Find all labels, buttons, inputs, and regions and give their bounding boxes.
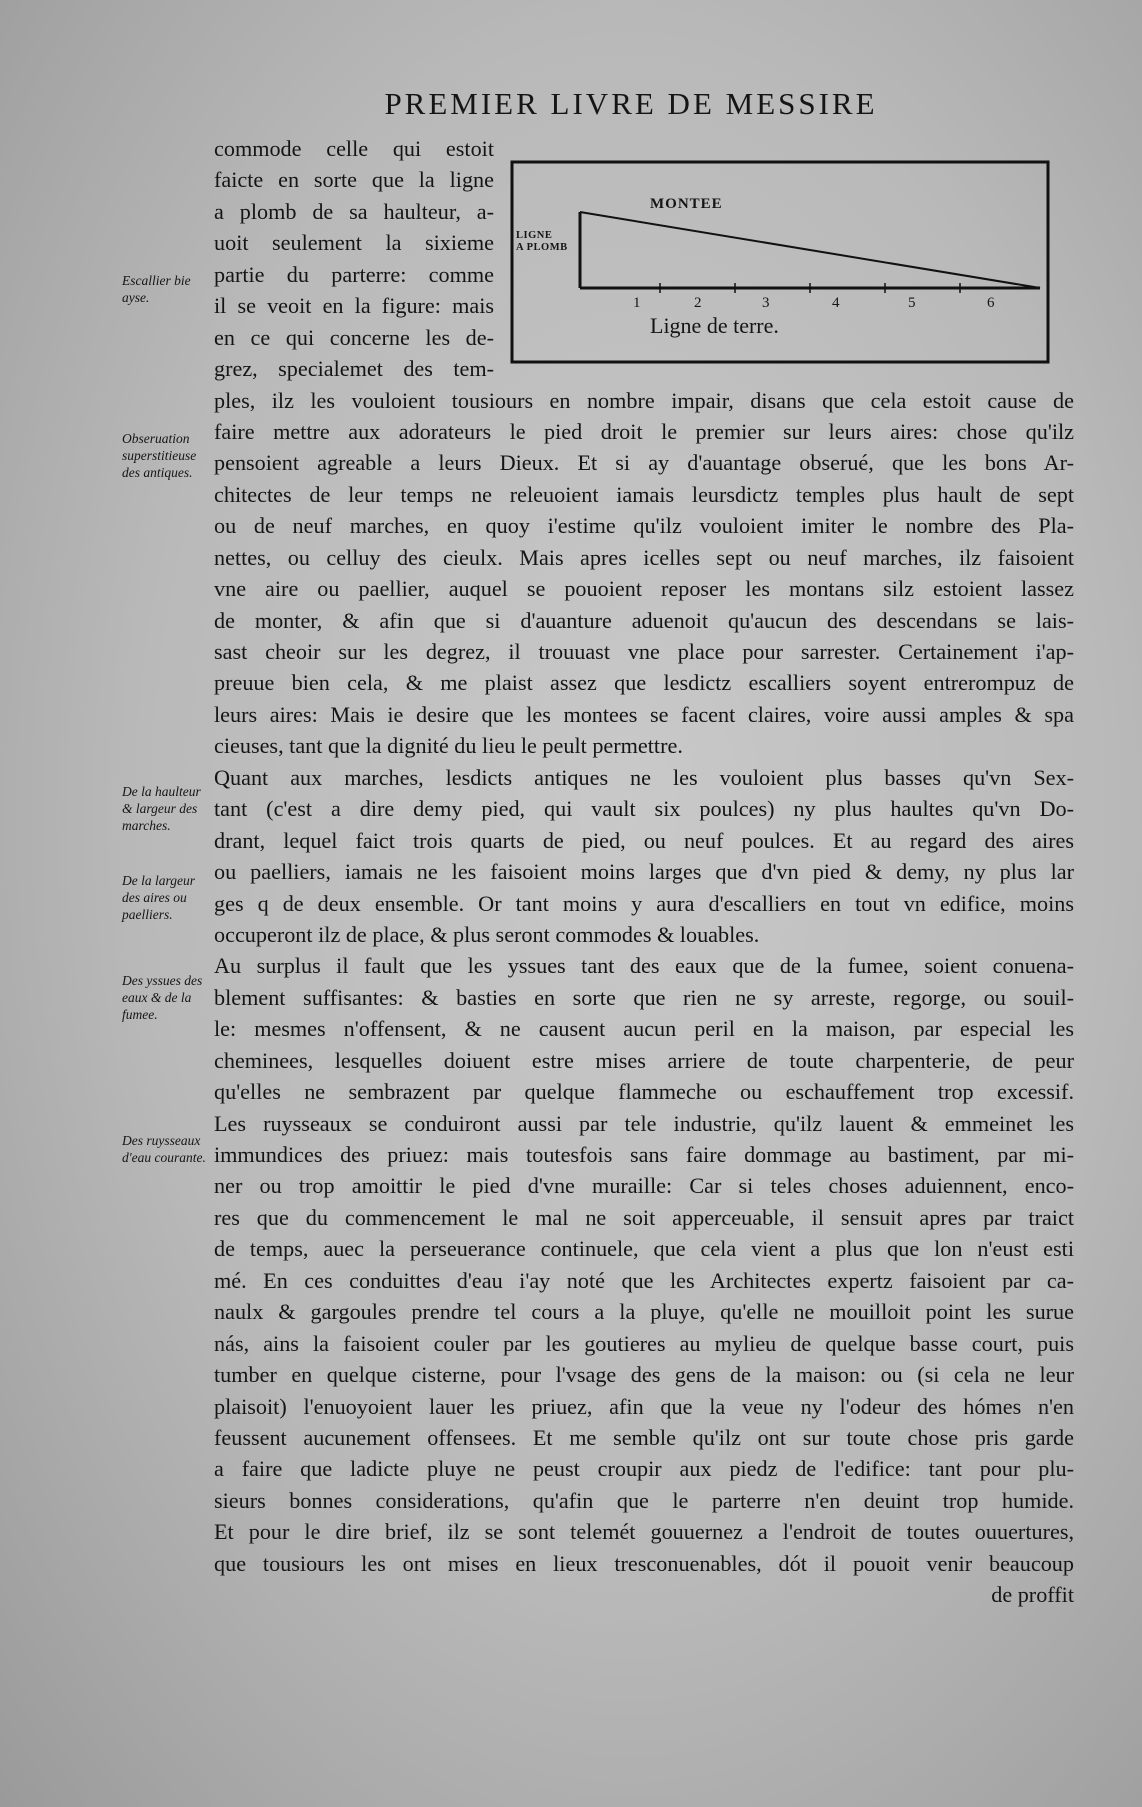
- text-line: le: mesmes n'offensent, & ne causent aucun peril en la maison, par especial les: [214, 1016, 1074, 1042]
- text-line: preuue bien cela, & me plaist assez que lesdictz escalliers soyent entrerompuz de: [214, 670, 1074, 696]
- text-line: tant (c'est a dire demy pied, qui vault six poulces) ny plus haultes qu'vn Do-: [214, 796, 1074, 822]
- text-line: feussent aucunement offensees. Et me semble qu'ilz ont sur toute chose pris garde: [214, 1424, 1074, 1450]
- text-line: Et pour le dire brief, ilz se sont telemét gouuernez a l'endroit de toutes ouuertures,: [214, 1519, 1074, 1545]
- text-line: pensoient agreable a leurs Dieux. Et si ay d'auantage obserué, que les bons Ar-: [214, 450, 1074, 476]
- figure-number: 3: [762, 295, 770, 311]
- text-line: de temps, auec la perseuerance continuele, que cela vient a plus que lon n'eust esti: [214, 1236, 1074, 1262]
- text-line: sieurs bonnes considerations, qu'afin que le parterre n'en deuint trop humide.: [214, 1487, 1074, 1513]
- margin-note: Des ruysseaux d'eau courante.: [122, 1133, 206, 1165]
- text-line: ges q de deux ensemble. Or tant moins y aura d'escalliers en tout vn edifice, moins: [214, 890, 1074, 916]
- catchword: de proffit: [991, 1582, 1074, 1608]
- ligne-label-line-2: A PLOMB: [516, 242, 568, 253]
- text-line: leurs aires: Mais ie desire que les montees se facent claires, voire aussi amples & spa: [214, 701, 1074, 727]
- ligne-label-line-1: LIGNE: [516, 230, 553, 241]
- text-line: plaisoit) l'enuoyoient lauer les priuez, afin que la veue ny l'odeur des hómes n'en: [214, 1393, 1074, 1419]
- margin-note: Obseruation superstitieuse des antiques.: [122, 431, 197, 480]
- text-line: vne aire ou paellier, auquel se pouoient reposer les montans silz estoient lassez: [214, 576, 1074, 602]
- text-line: ou de neuf marches, en quoy i'estime qu'ilz vouloient imiter le nombre des Pla-: [214, 513, 1074, 539]
- text-line: chitectes de leur temps ne releuoient iamais leursdictz temples plus hault de sept: [214, 481, 1074, 507]
- text-line: cheminees, lesquelles doiuent estre mises arriere de toute charpenterie, de peur: [214, 1047, 1074, 1073]
- text-line: blement suffisantes: & basties en sorte que rien ne sy arreste, regorge, ou souil-: [214, 984, 1074, 1010]
- text-line: ou paelliers, iamais ne les faisoient moins larges que d'vn pied & demy, ny plus lar: [214, 859, 1074, 885]
- text-line: Quant aux marches, lesdicts antiques ne les vouloient plus basses qu'vn Sex-: [214, 764, 1074, 790]
- body-text: [214, 133, 1074, 1611]
- figure-number: 1: [633, 295, 641, 311]
- text-line: uoit seulement la sixieme: [214, 230, 494, 256]
- text-line: faire mettre aux adorateurs le pied droit le premier sur leurs aires: chose qu'ilz: [214, 418, 1074, 444]
- text-line: a faire que ladicte pluye ne peust croupir aux piedz de l'edifice: tant pour plu-: [214, 1456, 1074, 1482]
- figure-number: 5: [908, 295, 916, 311]
- text-line: il se veoit en la figure: mais: [214, 293, 494, 319]
- text-line: en ce qui concerne les de-: [214, 324, 494, 350]
- text-line: nás, ains la faisoient couler par les goutieres au mylieu de quelque basse court, puis: [214, 1330, 1074, 1356]
- figure-number: 2: [694, 295, 702, 311]
- running-header: PREMIER LIVRE DE MESSIRE: [384, 86, 878, 121]
- text-line: Au surplus il fault que les yssues tant des eaux que de la fumee, soient conuena-: [214, 953, 1074, 979]
- text-line: Les ruysseaux se conduiront aussi par tele industrie, qu'ilz lauent & emmeinet les: [214, 1110, 1074, 1136]
- monter-label: MONTEE: [650, 196, 723, 212]
- text-line: commode celle qui estoit: [214, 136, 494, 161]
- margin-note: Escallier bie ayse.: [122, 273, 191, 305]
- text-line: occuperont ilz de place, & plus seront commodes & louables.: [214, 921, 760, 947]
- text-line: nettes, ou celluy des cieulx. Mais apres icelles sept ou neuf marches, ilz faisoient: [214, 544, 1074, 570]
- text-line: ner ou trop amoittir le pied d'vne muraille: Car si teles choses aduiennent, enco-: [214, 1173, 1074, 1199]
- margin-note: De la haulteur & largeur des marches.: [122, 784, 201, 833]
- text-line: partie du parterre: comme: [214, 261, 494, 287]
- text-line: cieuses, tant que la dignité du lieu le peult permettre.: [214, 733, 683, 759]
- text-line: drant, lequel faict trois quarts de pied, ou neuf poulces. Et au regard des aires: [214, 827, 1074, 853]
- ground-line-label: Ligne de terre.: [650, 313, 779, 338]
- margin-note: Des yssues des eaux & de la fumee.: [122, 973, 203, 1022]
- text-line: que tousiours les ont mises en lieux tresconuenables, dót il pouoit venir beaucoup: [214, 1550, 1074, 1576]
- text-line: de monter, & afin que si d'auanture aduenoit qu'aucun des descendans se lais-: [214, 607, 1074, 633]
- text-line: res que du commencement le mal ne soit apperceuable, il sensuit apres par traict: [214, 1204, 1074, 1230]
- margin-note: De la largeur des aires ou paelliers.: [122, 873, 195, 922]
- text-line: sast cheoir sur les degrez, il trouuast vne place pour sarrester. Certainement i'ap-: [214, 639, 1074, 664]
- text-line: immundices des priuez: mais toutesfois sans faire dommage au bastiment, par mi-: [214, 1142, 1074, 1167]
- text-line: faicte en sorte que la ligne: [214, 167, 494, 193]
- text-line: grez, specialemet des tem-: [214, 356, 494, 382]
- text-line: qu'elles ne sembrazent par quelque flammeche ou eschauffement trop excessif.: [214, 1079, 1074, 1105]
- text-line: tumber en quelque cisterne, pour l'vsage des gens de la maison: ou (si cela ne leur: [214, 1362, 1074, 1388]
- text-line: naulx & gargoules prendre tel cours a la pluye, qu'elle ne mouilloit point les surue: [214, 1299, 1074, 1325]
- text-line: a plomb de sa haulteur, a-: [214, 198, 494, 224]
- figure-number: 4: [832, 295, 840, 311]
- text-line: ples, ilz les vouloient tousiours en nombre impair, disans que cela estoit cause de: [214, 387, 1074, 413]
- text-line: mé. En ces conduittes d'eau i'ay noté que les Architectes expertz faisoient par ca-: [214, 1267, 1074, 1293]
- figure-number: 6: [987, 295, 995, 311]
